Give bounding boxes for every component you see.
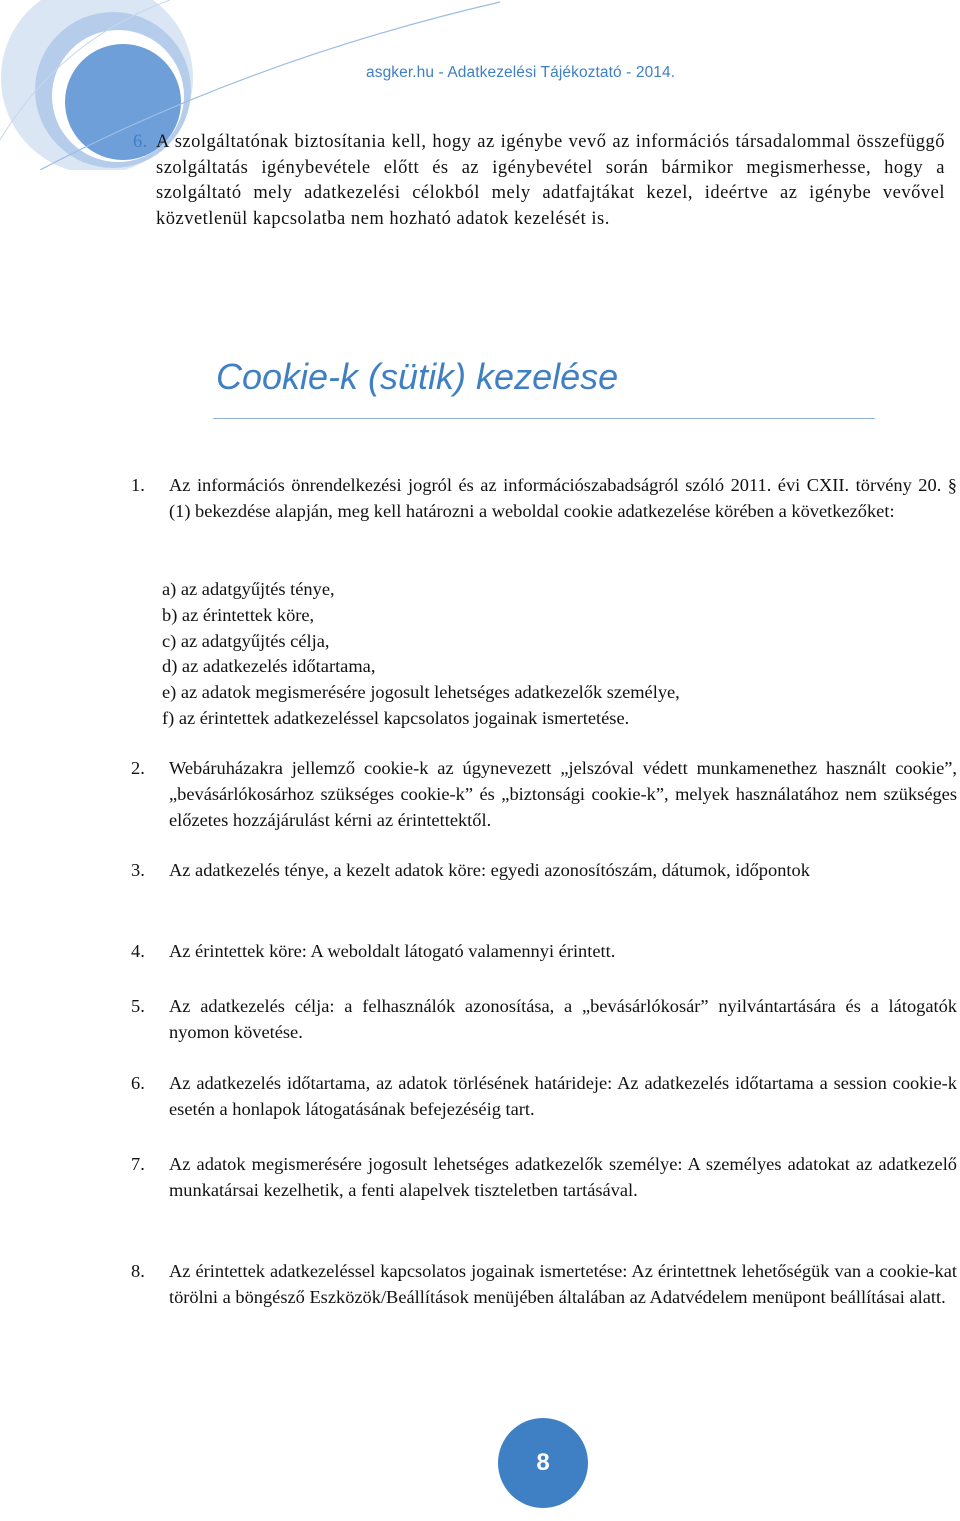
list-item [131, 994, 957, 1046]
list-item [131, 1071, 957, 1123]
list-item-number: 8. [131, 1261, 145, 1281]
list-item [131, 1152, 957, 1204]
list-item-number: 4. [131, 941, 145, 961]
list-item-number: 3. [131, 860, 145, 880]
list-item-text: Az adatkezelés célja: a felhasználók azonosítása, a „bevásárlókosár” nyilvántartására és a látogatók nyomon követése. [169, 996, 957, 1042]
list-item-number: 2. [131, 758, 145, 778]
list-item-number: 1. [131, 475, 145, 495]
list-item-text: Az érintettek adatkezeléssel kapcsolatos jogainak ismertetése: Az érintettnek lehetőségük van a cookie-kat törölni a böngésző Eszközök/Beállítások menüjében általában az Adatvédelem menüpont beállításai alatt. [169, 1261, 957, 1307]
sublist-item: b) az érintettek köre, [162, 604, 315, 625]
list-item-number: 7. [131, 1154, 145, 1174]
list-item-text: Az adatok megismerésére jogosult lehetséges adatkezelők személye: A személyes adatokat az adatkezelő munkatársai kezelhetik, a fenti alapelvek tiszteletben tartásával. [169, 1154, 957, 1200]
list-item-text: Webáruházakra jellemző cookie-k az úgynevezett „jelszóval védett munkamenethez használt cookie”, „bevásárlókosárhoz szükséges cookie-k” és „biztonsági cookie-k”, melyek használatához nem szükséges előzetes hozzájárulást kérni az érintettektől. [169, 758, 957, 830]
list-item-text: Az érintettek köre: A weboldalt látogató valamennyi érintett. [169, 941, 616, 961]
list-item-number: 5. [131, 996, 145, 1016]
intro-number: 6. [133, 132, 148, 152]
section-divider [213, 418, 875, 419]
sublist-item: e) az adatok megismerésére jogosult lehetséges adatkezelők személye, [162, 682, 680, 703]
intro-text: A szolgáltatónak biztosítania kell, hogy az igénybe vevő az információs társadalommal összefüggő szolgáltatás igénybevétele előtt és az igénybevétel során bármikor megismerhesse, hogy a szolgáltató mely adatkezelési célokból mely adatfajtákat kezel, ideértve az igénybe vevővel közvetlenül kapcsolatba nem hozható adatok kezelését is. [156, 132, 945, 229]
sublist [162, 577, 680, 732]
list-item [131, 473, 957, 525]
page-number-badge [498, 1418, 588, 1508]
list-item-number: 6. [131, 1073, 145, 1093]
list-item [131, 939, 957, 965]
intro-paragraph [133, 130, 945, 232]
list-item [131, 1259, 957, 1311]
page-number: 8 [536, 1449, 550, 1476]
header-title: asgker.hu - Adatkezelési Tájékoztató - 2014. [366, 64, 676, 81]
list-item [131, 858, 957, 884]
list-item-text: Az adatkezelés időtartama, az adatok törlésének határideje: Az adatkezelés időtartama a session cookie-k esetén a honlapok látogatásának befejezéséig tart. [169, 1073, 957, 1119]
section-heading: Cookie-k (sütik) kezelése [216, 356, 619, 397]
sublist-item: d) az adatkezelés időtartama, [162, 656, 376, 677]
list-item [131, 756, 957, 833]
list-item-text: Az adatkezelés ténye, a kezelt adatok köre: egyedi azonosítószám, dátumok, időpontok [169, 860, 810, 880]
sublist-item: a) az adatgyűjtés ténye, [162, 579, 335, 599]
sublist-item: f) az érintettek adatkezeléssel kapcsolatos jogainak ismertetése. [162, 707, 630, 728]
list-item-text: Az információs önrendelkezési jogról és az információszabadságról szóló 2011. évi CXII. törvény 20. § (1) bekezdése alapján, meg kell határozni a weboldal cookie adatkezelése körében a következőket: [169, 475, 957, 521]
sublist-item: c) az adatgyűjtés célja, [162, 630, 330, 651]
